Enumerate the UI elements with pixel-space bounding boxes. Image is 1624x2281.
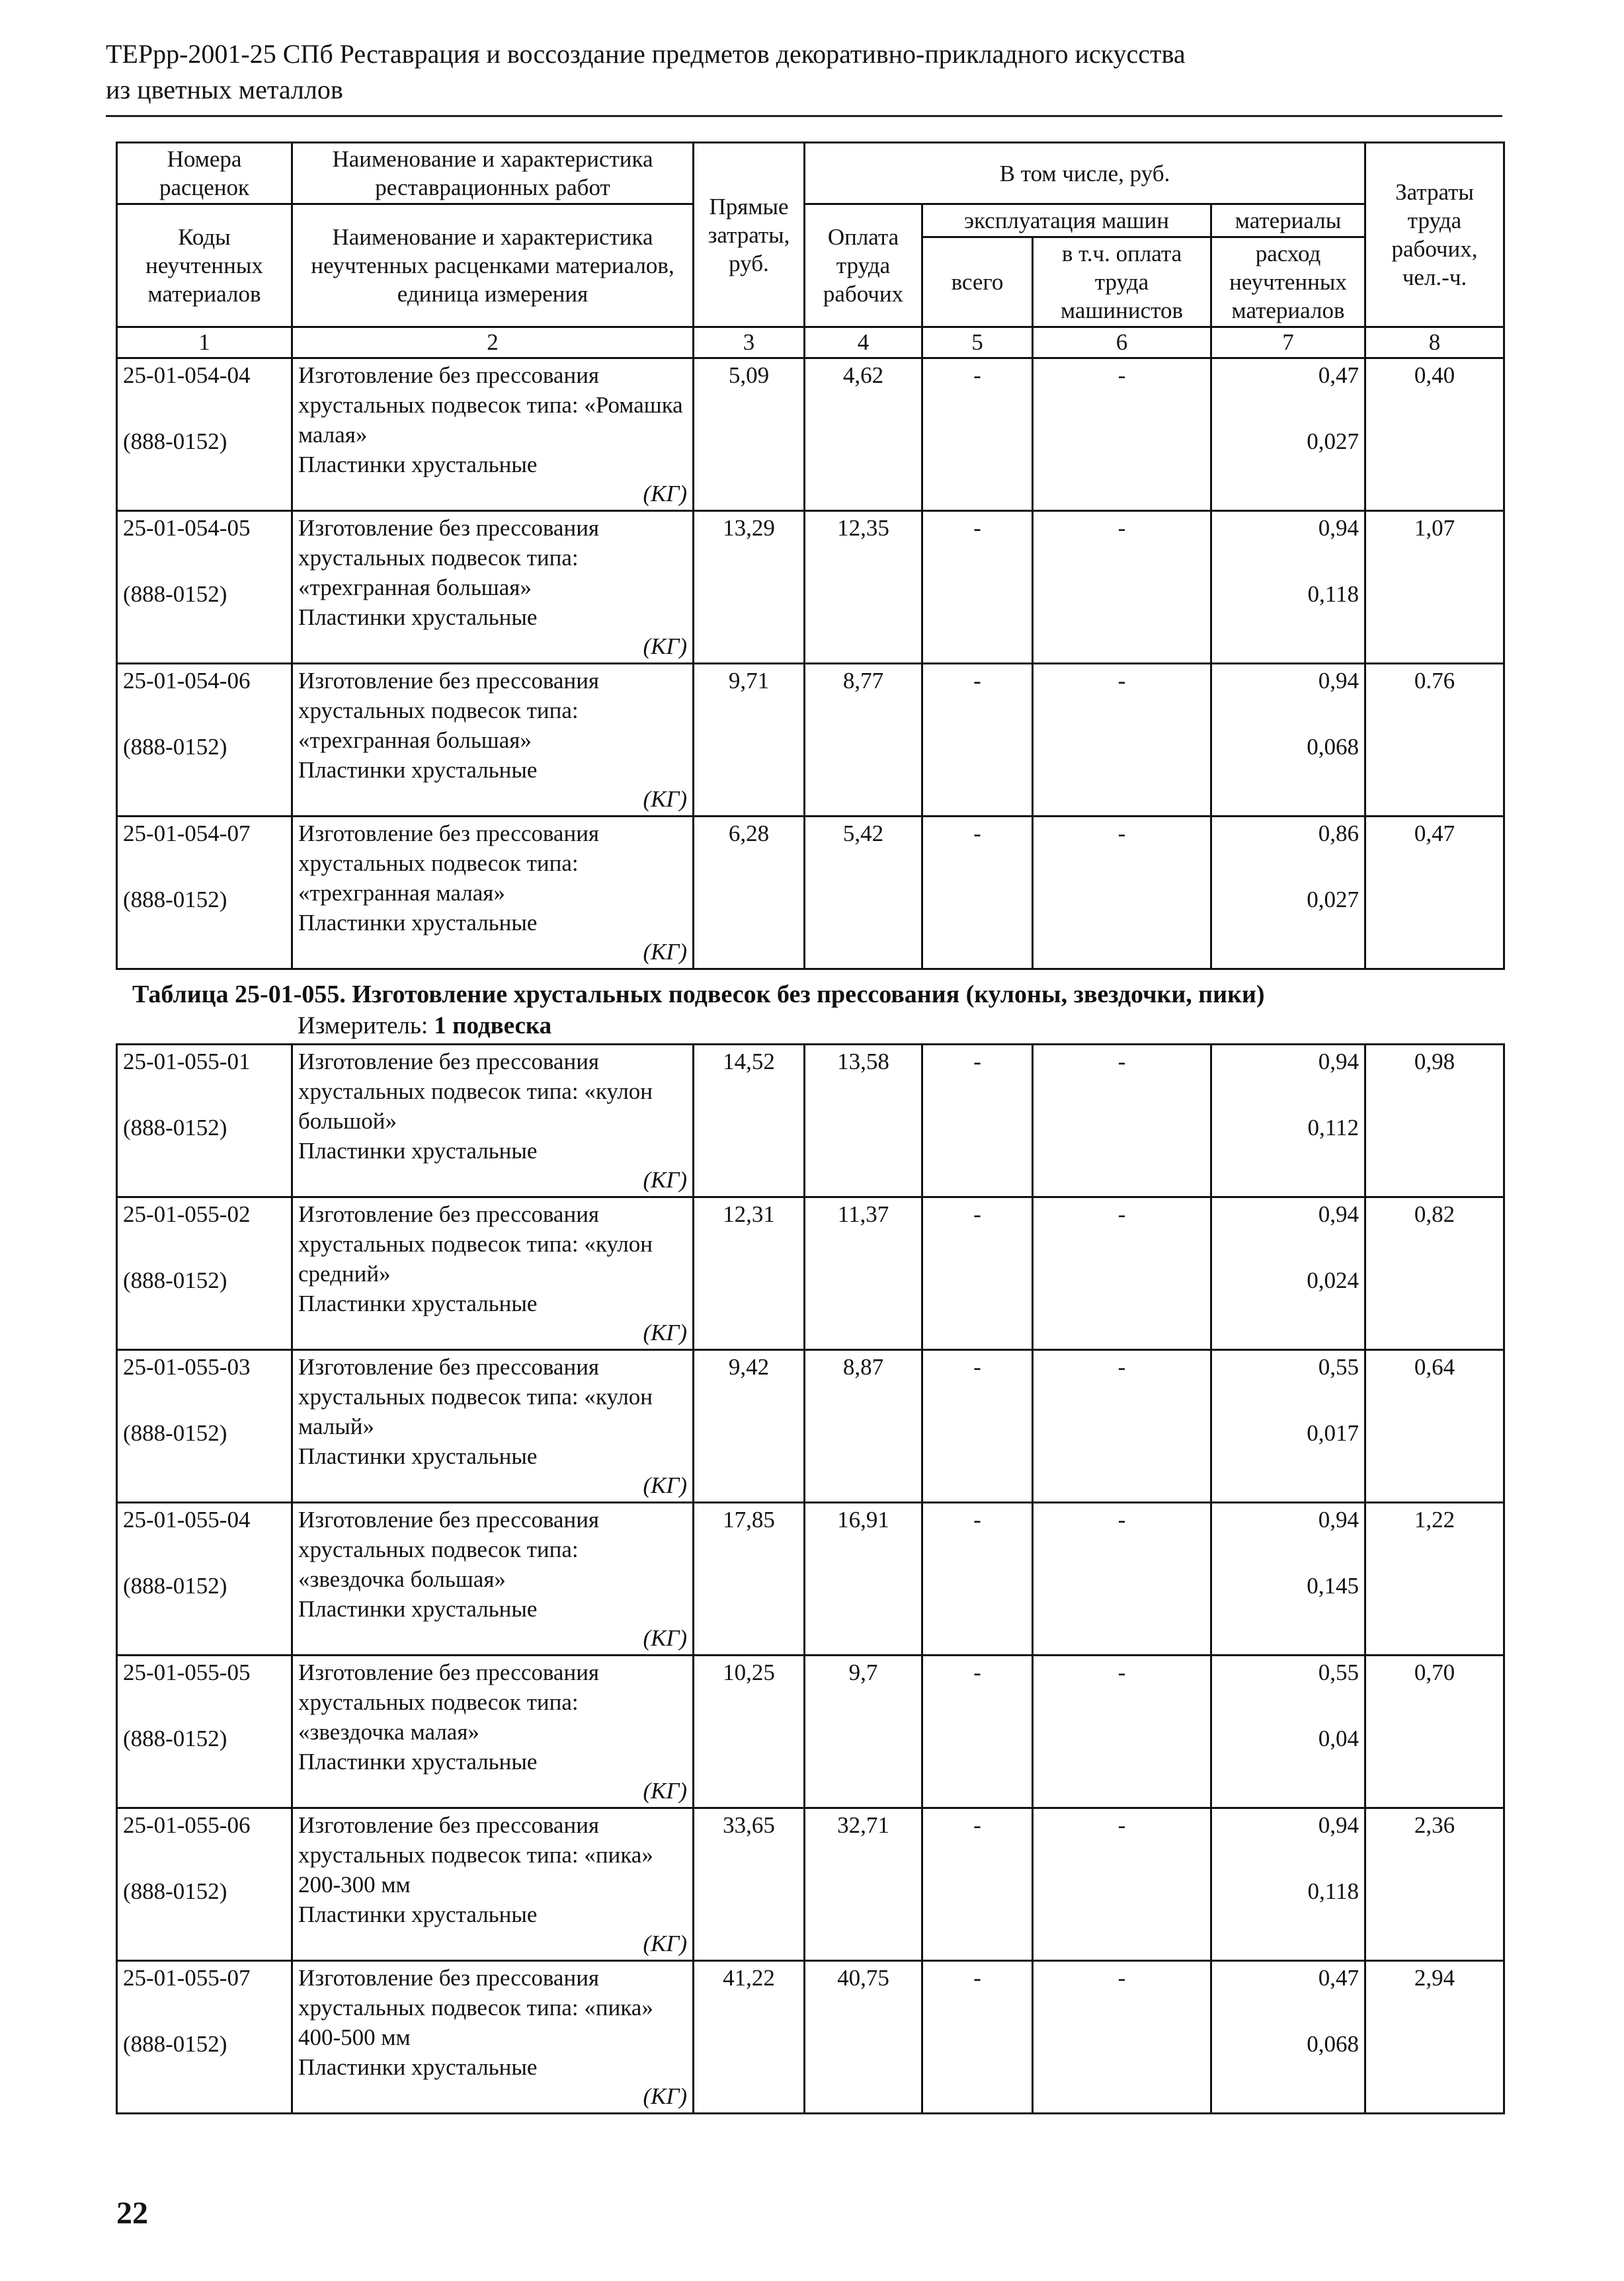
spacer [1217,1687,1359,1724]
rate-code-cell [117,1045,292,1197]
rate-description: Изготовление без прессования хрустальных подвесок типа: «кулон большой» [298,1049,653,1134]
rate-code-cell [117,358,292,511]
spacer [123,1229,286,1265]
column-number: 7 [1211,327,1365,358]
material-consumption: 0,068 [1307,2031,1359,2057]
rate-code-cell [117,1503,292,1656]
material-code: (888-0152) [123,1115,227,1140]
material-name: Пластинки хрустальные [298,452,538,477]
materials-cost: 0,55 [1318,1354,1359,1380]
rates-table-top [116,141,1505,970]
spacer [123,1535,286,1571]
worker-pay: 8,77 [805,664,922,817]
rate-row [117,1808,1504,1961]
labor-cost: 2,94 [1365,1961,1504,2114]
machinists-pay: - [1033,664,1211,817]
col-machinists-header: в т.ч. оплата труда машинистов [1033,237,1211,327]
rate-description: Изготовление без прессования хрустальных подвесок типа: «пика» 400-500 мм [298,1965,653,2050]
materials-cost: 0,47 [1318,362,1359,388]
materials-cell [1211,1961,1365,2114]
machinists-pay: - [1033,358,1211,511]
material-unit: (КГ) [643,1931,687,1956]
rate-description-cell [292,1961,694,2114]
worker-pay: 8,87 [805,1350,922,1503]
rate-description-cell [292,1503,694,1656]
machines-total: - [922,1045,1033,1197]
labor-cost: 2,36 [1365,1808,1504,1961]
materials-cost: 0,55 [1318,1660,1359,1685]
meter-value: 1 подвеска [434,1012,552,1039]
meter-label: Измеритель: [298,1012,428,1039]
worker-pay: 40,75 [805,1961,922,2114]
materials-cell [1211,1197,1365,1350]
material-code: (888-0152) [123,887,227,912]
rate-row [117,1350,1504,1503]
rate-description-cell [292,1808,694,1961]
materials-cell [1211,358,1365,511]
material-name: Пластинки хрустальные [298,1901,538,1927]
labor-cost: 0,82 [1365,1197,1504,1350]
rate-code: 25-01-055-07 [123,1965,251,1991]
rate-row [117,1045,1504,1197]
rate-code: 25-01-055-04 [123,1507,251,1533]
materials-cost: 0,94 [1318,515,1359,541]
rate-row [117,664,1504,817]
machinists-pay: - [1033,1350,1211,1503]
material-consumption: 0,118 [1307,1878,1359,1904]
rate-code: 25-01-054-04 [123,362,251,388]
material-consumption: 0,118 [1307,581,1359,607]
direct-cost: 5,09 [694,358,805,511]
machines-total: - [922,817,1033,969]
column-number: 2 [292,327,694,358]
rate-row [117,1961,1504,2114]
machines-total: - [922,1808,1033,1961]
material-unit: (КГ) [643,1778,687,1804]
col-name-header: Наименование и характеристика реставрационных работ [292,143,694,204]
worker-pay: 32,71 [805,1808,922,1961]
rate-code-cell [117,511,292,664]
labor-cost: 0,47 [1365,817,1504,969]
spacer [1217,1076,1359,1113]
machines-total: - [922,1656,1033,1808]
worker-pay: 9,7 [805,1656,922,1808]
rate-row [117,1503,1504,1656]
materials-cell [1211,817,1365,969]
machinists-pay: - [1033,1808,1211,1961]
spacer [1217,848,1359,885]
material-code: (888-0152) [123,1726,227,1751]
page-number: 22 [116,2196,148,2231]
materials-cost: 0,86 [1318,820,1359,846]
worker-pay: 11,37 [805,1197,922,1350]
materials-cell [1211,1045,1365,1197]
rate-description: Изготовление без прессования хрустальных подвесок типа: «звездочка большая» [298,1507,600,1592]
rate-row [117,1197,1504,1350]
material-unit: (КГ) [643,1320,687,1345]
material-consumption: 0,027 [1307,887,1359,912]
materials-cell [1211,511,1365,664]
rate-code: 25-01-055-02 [123,1201,251,1227]
spacer [1217,1535,1359,1571]
material-code: (888-0152) [123,1573,227,1599]
machinists-pay: - [1033,511,1211,664]
material-unit: (КГ) [643,939,687,965]
direct-cost: 10,25 [694,1656,805,1808]
direct-cost: 14,52 [694,1045,805,1197]
table-title: Таблица 25-01-055. Изготовление хрустальных подвесок без прессования (кулоны, звездочки, пики) [132,980,1265,1008]
rate-description: Изготовление без прессования хрустальных подвесок типа: «пика» 200-300 мм [298,1812,653,1898]
material-unit: (КГ) [643,786,687,812]
column-number: 5 [922,327,1033,358]
rate-code-cell [117,1656,292,1808]
header-title-line2: из цветных металлов [106,75,343,104]
materials-cell [1211,1503,1365,1656]
machines-total: - [922,664,1033,817]
materials-cost: 0,94 [1318,1812,1359,1838]
material-consumption: 0,068 [1307,734,1359,760]
material-unit: (КГ) [643,1625,687,1651]
labor-cost: 0,64 [1365,1350,1504,1503]
materials-cell [1211,1656,1365,1808]
material-name: Пластинки хрустальные [298,1443,538,1469]
rate-code: 25-01-055-05 [123,1660,251,1685]
labor-cost: 0.76 [1365,664,1504,817]
material-code: (888-0152) [123,1267,227,1293]
rate-code-cell [117,817,292,969]
spacer [1217,543,1359,579]
materials-cell [1211,664,1365,817]
material-unit: (КГ) [643,1472,687,1498]
rate-row [117,358,1504,511]
machines-total: - [922,1197,1033,1350]
col-total-header: всего [922,237,1033,327]
material-name: Пластинки хрустальные [298,2054,538,2080]
col-number-header: Номера расценок [117,143,292,204]
machinists-pay: - [1033,817,1211,969]
materials-cell [1211,1808,1365,1961]
labor-cost: 1,07 [1365,511,1504,664]
materials-cost: 0,47 [1318,1965,1359,1991]
col-direct-header: Прямые затраты, руб. [694,143,805,327]
rate-code: 25-01-055-06 [123,1812,251,1838]
labor-cost: 1,22 [1365,1503,1504,1656]
spacer [123,696,286,732]
spacer [1217,1840,1359,1876]
worker-pay: 16,91 [805,1503,922,1656]
material-consumption: 0,04 [1318,1726,1359,1751]
col-including-header: В том числе, руб. [805,143,1365,204]
machines-total: - [922,1961,1033,2114]
rate-description: Изготовление без прессования хрустальных подвесок типа: «трехгранная малая» [298,820,600,906]
spacer [1217,390,1359,426]
material-unit: (КГ) [643,2083,687,2109]
direct-cost: 12,31 [694,1197,805,1350]
direct-cost: 17,85 [694,1503,805,1656]
direct-cost: 33,65 [694,1808,805,1961]
materials-cell [1211,1350,1365,1503]
rate-description-cell [292,1350,694,1503]
col-machines-header: эксплуатация машин [922,204,1211,237]
material-consumption: 0,027 [1307,428,1359,454]
material-unit: (КГ) [643,1167,687,1193]
machinists-pay: - [1033,1503,1211,1656]
header-divider [106,115,1502,117]
rate-description: Изготовление без прессования хрустальных подвесок типа: «кулон средний» [298,1201,653,1287]
machines-total: - [922,1503,1033,1656]
rate-code-cell [117,664,292,817]
rate-code: 25-01-054-07 [123,820,251,846]
labor-cost: 0,70 [1365,1656,1504,1808]
machinists-pay: - [1033,1656,1211,1808]
direct-cost: 13,29 [694,511,805,664]
material-code: (888-0152) [123,428,227,454]
spacer [123,1076,286,1113]
rate-description: Изготовление без прессования хрустальных подвесок типа: «трехгранная большая» [298,515,600,600]
material-name: Пластинки хрустальные [298,604,538,630]
rate-code: 25-01-054-06 [123,668,251,694]
materials-cost: 0,94 [1318,668,1359,694]
rate-row [117,511,1504,664]
worker-pay: 13,58 [805,1045,922,1197]
rate-code-cell [117,1961,292,2114]
direct-cost: 6,28 [694,817,805,969]
material-name: Пластинки хрустальные [298,1138,538,1164]
spacer [123,390,286,426]
column-number: 8 [1365,327,1504,358]
material-unit: (КГ) [643,481,687,506]
material-code: (888-0152) [123,2031,227,2057]
table-meter [298,1012,551,1040]
labor-cost: 0,40 [1365,358,1504,511]
material-name: Пластинки хрустальные [298,1291,538,1316]
machines-total: - [922,511,1033,664]
spacer [123,1840,286,1876]
machinists-pay: - [1033,1961,1211,2114]
rate-description: Изготовление без прессования хрустальных подвесок типа: «Ромашка малая» [298,362,683,448]
machines-total: - [922,1350,1033,1503]
materials-cost: 0,94 [1318,1201,1359,1227]
rate-code: 25-01-054-05 [123,515,251,541]
rate-code: 25-01-055-03 [123,1354,251,1380]
spacer [1217,1993,1359,2029]
col-labor-header: Затраты труда рабочих, чел.-ч. [1365,143,1504,327]
rate-code-cell [117,1350,292,1503]
rate-code-cell [117,1808,292,1961]
direct-cost: 9,71 [694,664,805,817]
rate-description: Изготовление без прессования хрустальных подвесок типа: «трехгранная большая» [298,668,600,753]
machines-total: - [922,358,1033,511]
spacer [1217,1382,1359,1418]
material-consumption: 0,112 [1307,1115,1359,1140]
spacer [123,848,286,885]
rate-row [117,817,1504,969]
material-consumption: 0,145 [1307,1573,1359,1599]
col-pay-header: Оплата труда рабочих [805,204,922,327]
labor-cost: 0,98 [1365,1045,1504,1197]
column-number: 3 [694,327,805,358]
worker-pay: 5,42 [805,817,922,969]
rate-code-cell [117,1197,292,1350]
column-number: 1 [117,327,292,358]
column-number: 4 [805,327,922,358]
spacer [123,1382,286,1418]
page-header [106,36,1494,108]
material-unit: (КГ) [643,633,687,659]
material-name: Пластинки хрустальные [298,757,538,783]
col-codes-header: Коды неучтенных материалов [117,204,292,327]
spacer [123,1993,286,2029]
spacer [123,1687,286,1724]
material-code: (888-0152) [123,581,227,607]
material-consumption: 0,017 [1307,1420,1359,1446]
rate-description: Изготовление без прессования хрустальных подвесок типа: «кулон малый» [298,1354,653,1439]
worker-pay: 12,35 [805,511,922,664]
spacer [123,543,286,579]
material-name: Пластинки хрустальные [298,910,538,936]
column-number-row [117,327,1504,358]
col-materials-name-header: Наименование и характеристика неучтенных расценками материалов, единица измерения [292,204,694,327]
rate-row [117,1656,1504,1808]
machinists-pay: - [1033,1045,1211,1197]
machinists-pay: - [1033,1197,1211,1350]
spacer [1217,696,1359,732]
worker-pay: 4,62 [805,358,922,511]
rate-code: 25-01-055-01 [123,1049,251,1074]
column-number: 6 [1033,327,1211,358]
direct-cost: 9,42 [694,1350,805,1503]
rate-description-cell [292,358,694,511]
header-title-line1: ТЕРрр-2001-25 СПб Реставрация и воссоздание предметов декоративно-прикладного искусства [106,39,1186,69]
material-code: (888-0152) [123,734,227,760]
rate-description: Изготовление без прессования хрустальных подвесок типа: «звездочка малая» [298,1660,600,1745]
col-materials-header: материалы [1211,204,1365,237]
materials-cost: 0,94 [1318,1049,1359,1074]
rate-description-cell [292,1045,694,1197]
rate-description-cell [292,817,694,969]
material-name: Пластинки хрустальные [298,1749,538,1775]
rates-table-055 [116,1043,1505,2114]
direct-cost: 41,22 [694,1961,805,2114]
material-name: Пластинки хрустальные [298,1596,538,1622]
rate-description-cell [292,664,694,817]
material-code: (888-0152) [123,1878,227,1904]
col-consumption-header: расход неучтенных материалов [1211,237,1365,327]
rate-description-cell [292,1656,694,1808]
material-consumption: 0,024 [1307,1267,1359,1293]
material-code: (888-0152) [123,1420,227,1446]
rate-description-cell [292,511,694,664]
spacer [1217,1229,1359,1265]
rate-description-cell [292,1197,694,1350]
materials-cost: 0,94 [1318,1507,1359,1533]
